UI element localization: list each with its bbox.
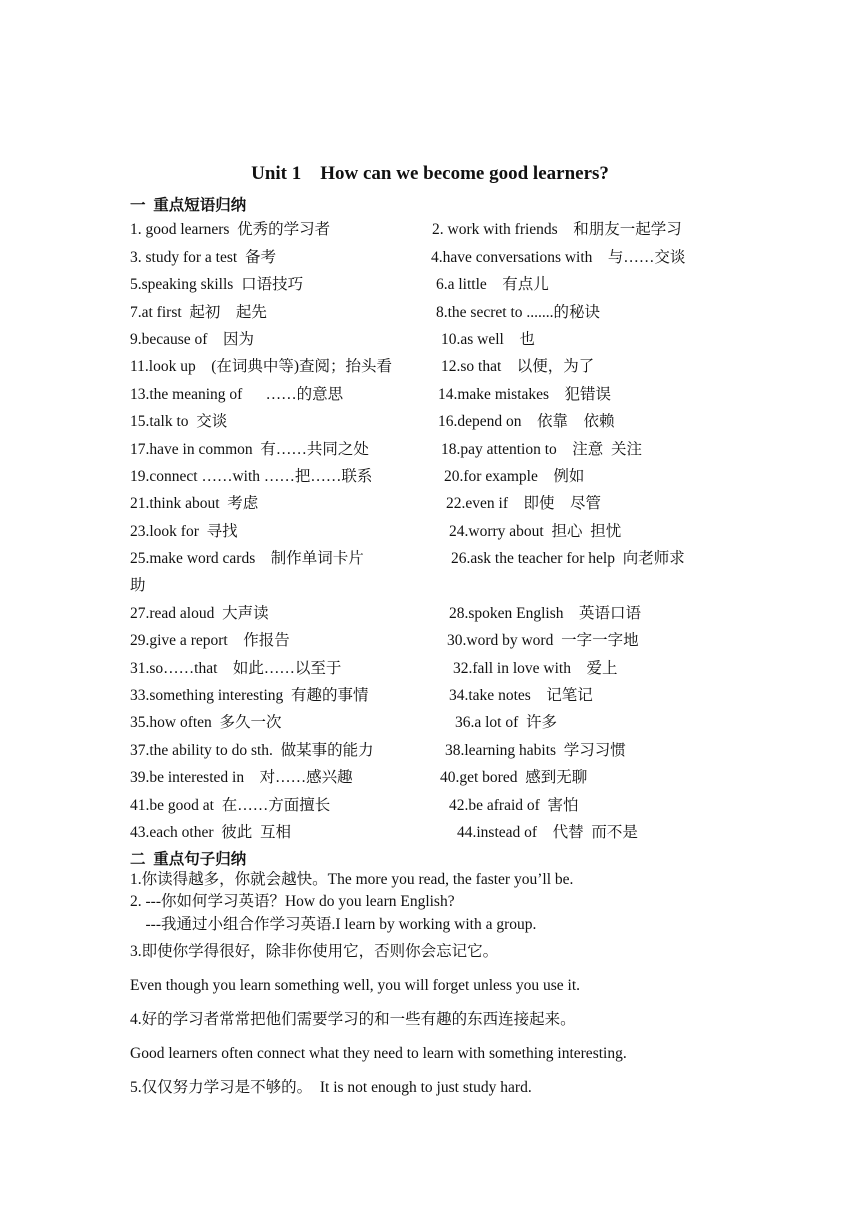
phrase-item: 15.talk to 交谈 — [130, 413, 228, 430]
phrase-item: 29.give a report 作报告 — [130, 632, 290, 649]
phrase-item: 39.be interested in 对……感兴趣 — [130, 769, 353, 786]
phrase-item: 34.take notes 记笔记 — [449, 687, 593, 704]
phrase-item: 14.make mistakes 犯错误 — [438, 386, 612, 403]
phrase-item: 20.for example 例如 — [444, 468, 585, 485]
sentence-item: 1.你读得越多，你就会越快。The more you read, the faster you’ll be. — [130, 871, 574, 888]
phrase-item: 10.as well 也 — [441, 331, 535, 348]
phrase-item: 19.connect ……with ……把……联系 — [130, 468, 373, 485]
phrase-item: 25.make word cards 制作单词卡片 — [130, 550, 364, 567]
phrase-item: 26.ask the teacher for help 向老师求 — [451, 550, 685, 567]
sentence-item: Good learners often connect what they need to learn with something interesting. — [130, 1045, 627, 1062]
phrase-item: 11.look up (在词典中等)查阅；抬头看 — [130, 358, 393, 375]
phrase-item: 21.think about 考虑 — [130, 495, 259, 512]
phrase-item: 40.get bored 感到无聊 — [440, 769, 588, 786]
phrase-item: 4.have conversations with 与……交谈 — [431, 249, 686, 266]
phrase-item: 22.even if 即使 尽管 — [446, 495, 601, 512]
phrase-item: 44.instead of 代替 而不是 — [457, 824, 638, 841]
phrase-item: 35.how often 多久一次 — [130, 714, 282, 731]
sentence-item: 4.好的学习者常常把他们需要学习的和一些有趣的东西连接起来。 — [130, 1011, 576, 1028]
sentence-item: Even though you learn something well, you will forget unless you use it. — [130, 977, 581, 994]
phrase-item: 8.the secret to .......的秘诀 — [436, 304, 601, 321]
phrase-item: 38.learning habits 学习习惯 — [445, 742, 626, 759]
phrase-item: 37.the ability to do sth. 做某事的能力 — [130, 742, 374, 759]
sentence-item: 5.仅仅努力学习是不够的。 It is not enough to just study hard. — [130, 1079, 532, 1096]
phrase-item: 41.be good at 在……方面擅长 — [130, 797, 331, 814]
section-heading-phrases: 一 重点短语归纳 — [130, 197, 247, 214]
phrase-item: 助 — [130, 577, 146, 594]
phrase-item: 1. good learners 优秀的学习者 — [130, 221, 331, 238]
phrase-item: 16.depend on 依靠 依赖 — [438, 413, 615, 430]
phrase-item: 3. study for a test 备考 — [130, 249, 276, 266]
phrase-item: 2. work with friends 和朋友一起学习 — [432, 221, 682, 238]
phrase-item: 24.worry about 担心 担忧 — [449, 523, 622, 540]
sentence-item: ---我通过小组合作学习英语.I learn by working with a group. — [130, 916, 537, 933]
phrase-item: 30.word by word 一字一字地 — [447, 632, 639, 649]
phrase-item: 5.speaking skills 口语技巧 — [130, 276, 304, 293]
phrase-item: 9.because of 因为 — [130, 331, 254, 348]
sentence-item: 3.即使你学得很好，除非你使用它，否则你会忘记它。 — [130, 943, 499, 960]
phrase-item: 6.a little 有点儿 — [436, 276, 549, 293]
phrase-item: 33.something interesting 有趣的事情 — [130, 687, 369, 704]
phrase-item: 27.read aloud 大声读 — [130, 605, 269, 622]
phrase-item: 7.at first 起初 起先 — [130, 304, 267, 321]
phrase-item: 23.look for 寻找 — [130, 523, 238, 540]
sentence-item: 2. ---你如何学习英语？How do you learn English? — [130, 893, 455, 910]
phrase-item: 36.a lot of 许多 — [455, 714, 558, 731]
phrase-item: 43.each other 彼此 互相 — [130, 824, 291, 841]
phrase-item: 32.fall in love with 爱上 — [453, 660, 618, 677]
phrase-item: 42.be afraid of 害怕 — [449, 797, 579, 814]
section-heading-sentences: 二 重点句子归纳 — [130, 851, 247, 868]
phrase-item: 31.so……that 如此……以至于 — [130, 660, 342, 677]
phrase-item: 12.so that 以便，为了 — [441, 358, 595, 375]
page-title: Unit 1 How can we become good learners? — [251, 163, 609, 184]
phrase-item: 13.the meaning of ……的意思 — [130, 386, 344, 403]
phrase-item: 28.spoken English 英语口语 — [449, 605, 642, 622]
phrase-item: 18.pay attention to 注意 关注 — [441, 441, 643, 458]
phrase-item: 17.have in common 有……共同之处 — [130, 441, 369, 458]
